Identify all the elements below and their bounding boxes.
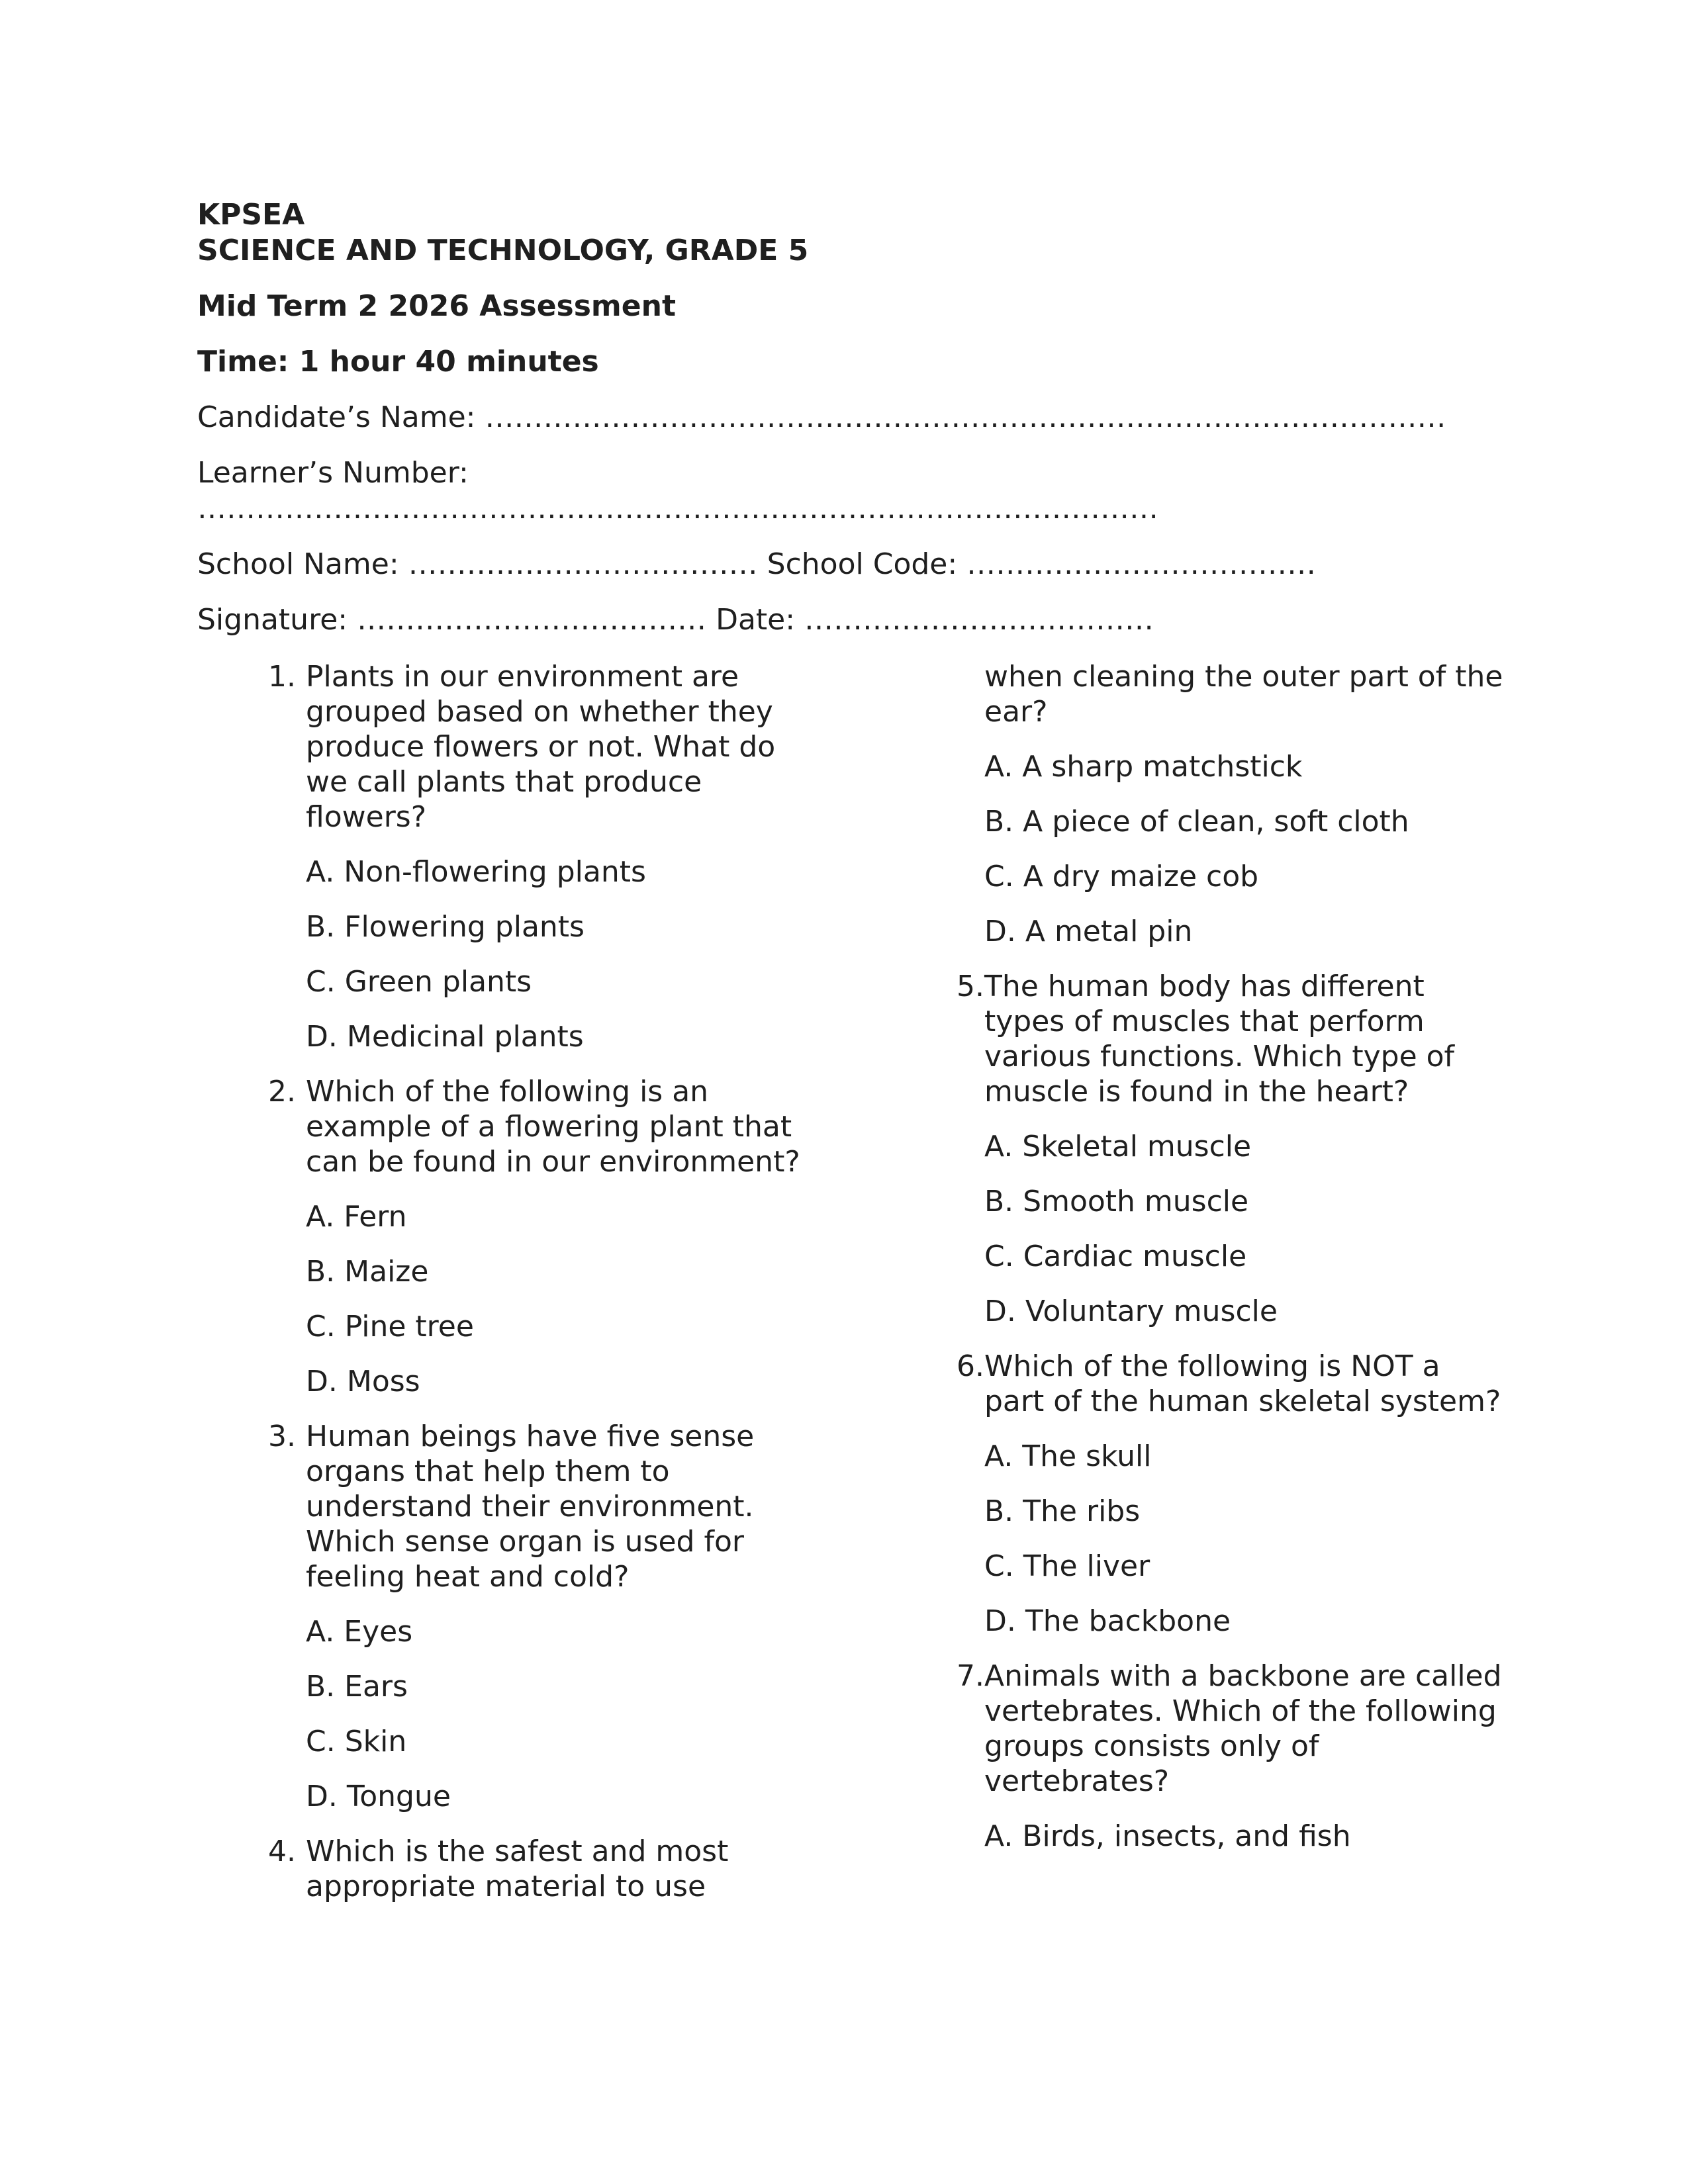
option-c[interactable]: C. Green plants — [306, 965, 532, 999]
option-b[interactable]: B. Flowering plants — [306, 910, 585, 944]
learner-number-field[interactable]: ……………………………………………………………………………………… — [197, 492, 1158, 525]
option-b[interactable]: B. A piece of clean, soft cloth — [984, 805, 1409, 839]
option-a[interactable]: A. The skull — [984, 1439, 1152, 1473]
option-d[interactable]: D. Medicinal plants — [306, 1020, 584, 1054]
option-d[interactable]: D. The backbone — [984, 1604, 1231, 1638]
candidate-name-field[interactable]: Candidate’s Name: ……………………………………………………………………………………… — [197, 400, 1446, 434]
option-b[interactable]: B. The ribs — [984, 1494, 1141, 1528]
question-text: Animals with a backbone are called vertebrates. Which of the following groups consists only of vertebrates? — [984, 1659, 1502, 1798]
question-5 — [933, 969, 1516, 1329]
option-c[interactable]: C. The liver — [984, 1549, 1150, 1583]
exam-body-title: KPSEA — [197, 198, 305, 232]
question-text: The human body has different types of muscles that perform various functions. Which type of muscle is found in the heart? — [984, 970, 1455, 1109]
option-d[interactable]: D. Voluntary muscle — [984, 1295, 1278, 1328]
option-c[interactable]: C. Cardiac muscle — [984, 1240, 1247, 1273]
question-1 — [245, 659, 814, 1054]
question-text: Which of the following is an example of a flowering plant that can be found in our environment? — [306, 1075, 800, 1179]
signature-date-field[interactable]: Signature: ……………………………… Date: ……………………………… — [197, 603, 1154, 637]
question-7 — [933, 1659, 1516, 1854]
question-number: 6. — [957, 1349, 984, 1383]
question-3 — [245, 1419, 814, 1814]
question-number: 2. — [268, 1075, 296, 1109]
learner-number-label: Learner’s Number: — [197, 456, 469, 490]
option-a[interactable]: A. Skeletal muscle — [984, 1130, 1252, 1163]
option-c[interactable]: C. Skin — [306, 1725, 407, 1758]
question-4-continued — [933, 659, 1516, 949]
question-text: Which is the safest and most appropriate material to use — [306, 1835, 729, 1903]
option-a[interactable]: A. Birds, insects, and fish — [984, 1819, 1351, 1853]
assessment-title: Mid Term 2 2026 Assessment — [197, 289, 676, 323]
exam-header — [197, 197, 1495, 638]
option-b[interactable]: B. Smooth muscle — [984, 1185, 1249, 1218]
option-a[interactable]: A. Fern — [306, 1200, 407, 1234]
option-b[interactable]: B. Ears — [306, 1670, 408, 1704]
option-a[interactable]: A. Non-flowering plants — [306, 855, 646, 889]
option-b[interactable]: B. Maize — [306, 1255, 429, 1289]
question-text: Plants in our environment are grouped based on whether they produce flowers or not. What do we call plants that produce flowers? — [306, 660, 776, 834]
question-4-start — [245, 1834, 814, 1904]
option-a[interactable]: A. A sharp matchstick — [984, 750, 1303, 784]
question-number: 5. — [957, 970, 984, 1003]
option-c[interactable]: C. Pine tree — [306, 1310, 474, 1343]
question-text: Which of the following is NOT a part of the human skeletal system? — [984, 1349, 1501, 1418]
question-number: 7. — [957, 1659, 984, 1693]
question-2 — [245, 1074, 814, 1399]
question-text: when cleaning the outer part of the ear? — [984, 660, 1503, 729]
option-c[interactable]: C. A dry maize cob — [984, 860, 1259, 893]
left-column — [245, 659, 814, 1924]
time-allowed: Time: 1 hour 40 minutes — [197, 345, 599, 379]
option-d[interactable]: D. A metal pin — [984, 915, 1193, 948]
question-number: 3. — [268, 1420, 296, 1453]
question-number: 1. — [268, 660, 296, 694]
question-text: Human beings have five sense organs that help them to understand their environment. Which sense organ is used for feeling heat and cold? — [306, 1420, 755, 1594]
option-d[interactable]: D. Tongue — [306, 1780, 451, 1813]
subject-title: SCIENCE AND TECHNOLOGY, GRADE 5 — [197, 234, 809, 267]
option-a[interactable]: A. Eyes — [306, 1615, 413, 1649]
school-name-code-field[interactable]: School Name: ……………………………… School Code: ……………………………… — [197, 547, 1317, 581]
question-6 — [933, 1349, 1516, 1639]
question-number: 4. — [268, 1835, 296, 1868]
option-d[interactable]: D. Moss — [306, 1365, 420, 1398]
right-column — [933, 659, 1516, 1874]
